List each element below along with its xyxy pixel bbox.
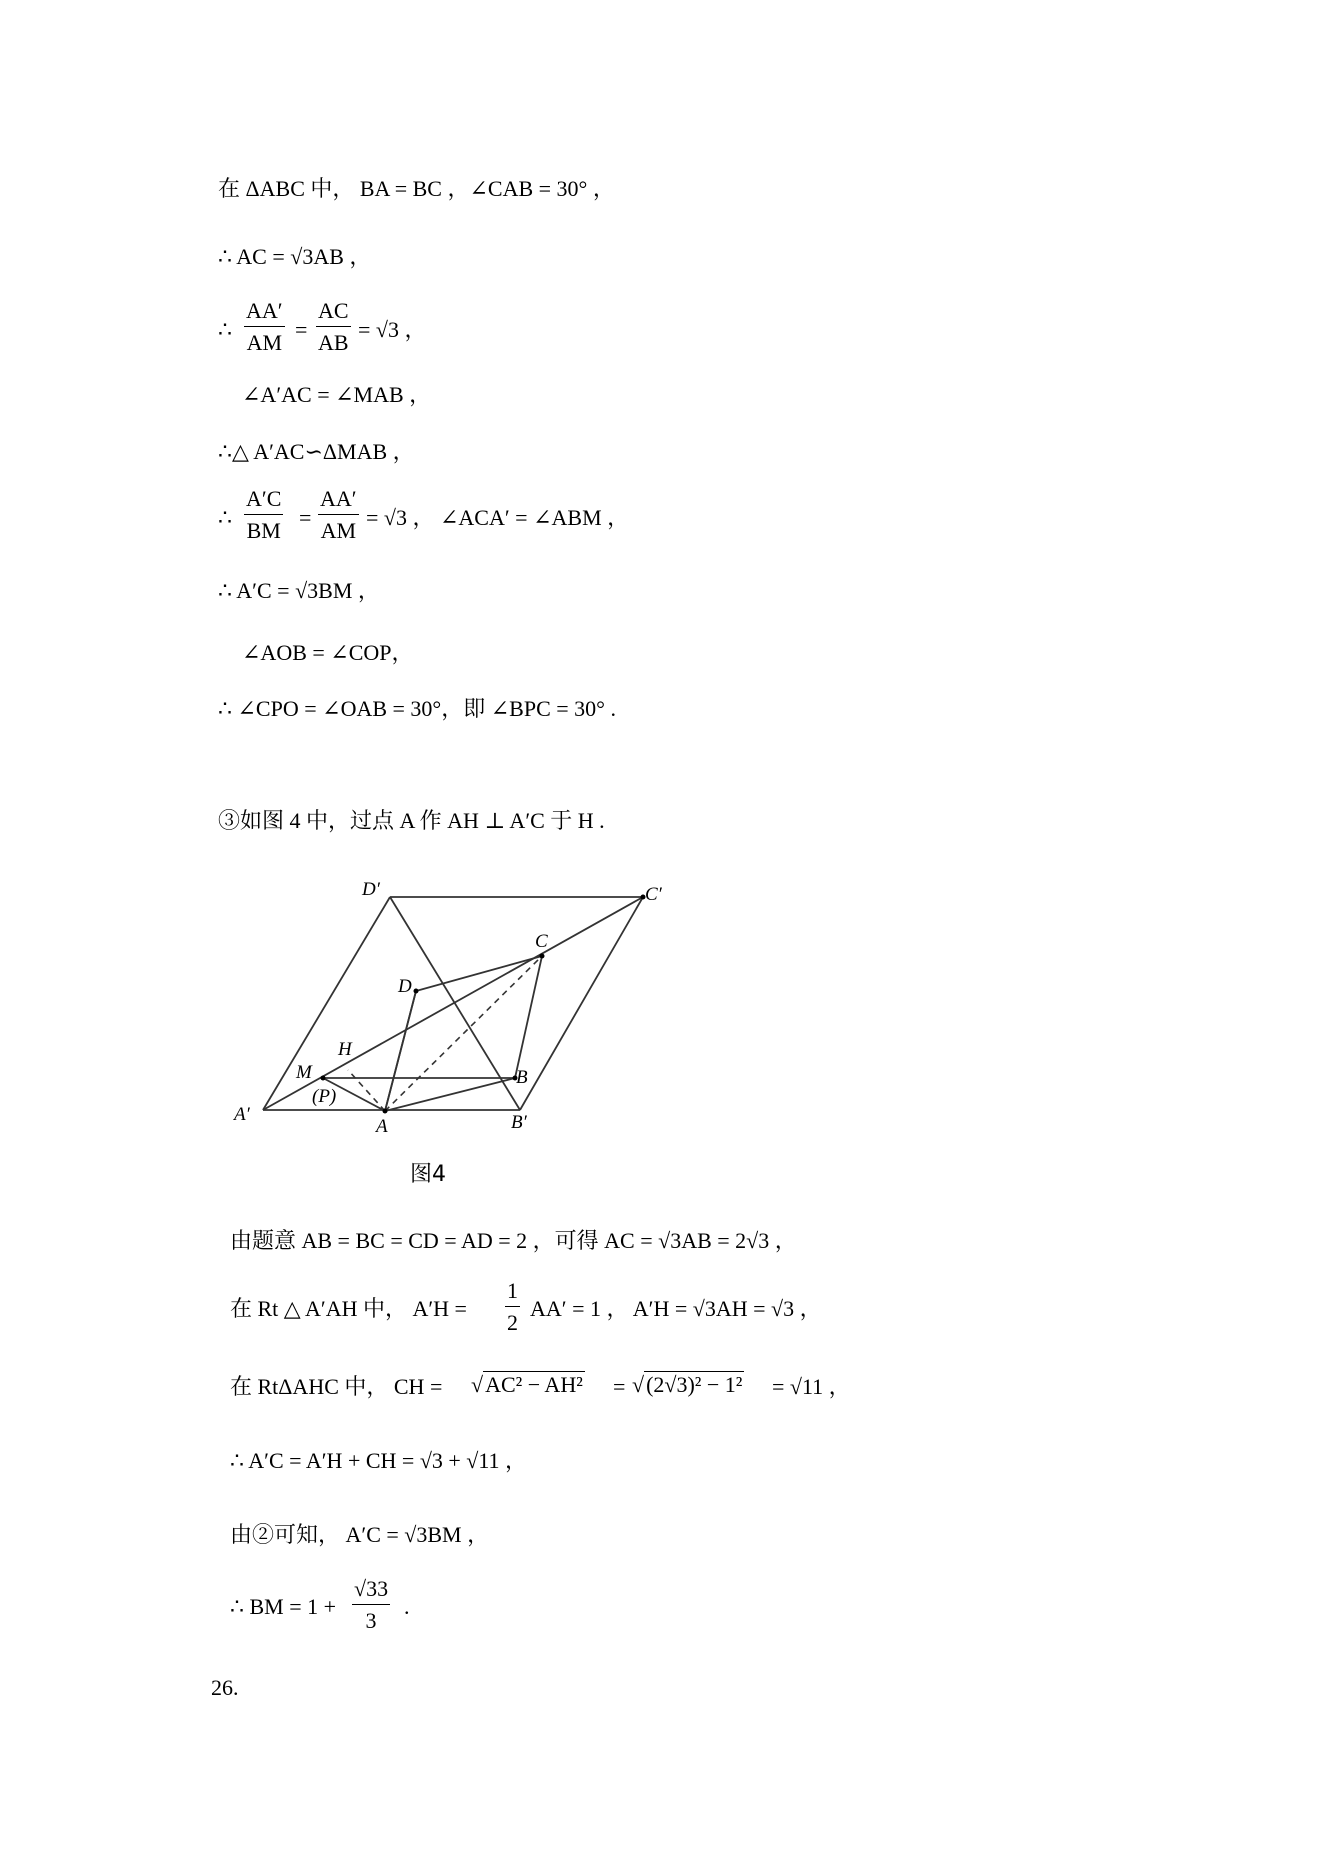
line-2: ∴ AC = √3AB ， [218,244,372,269]
label-b: B [516,1067,528,1088]
point-m [321,1076,326,1081]
line-15: 由②可知， A′C = √3BM ， [230,1522,490,1547]
label-ap: A′ [234,1104,250,1125]
fraction-denominator: 2 [507,1310,518,1335]
fraction-denominator: 3 [365,1608,377,1633]
fraction-denominator: BM [246,518,281,543]
fraction-numerator: √33 [352,1578,390,1605]
fraction-sqrt33-3 [352,1578,390,1632]
fraction-numerator: AA′ [244,300,285,327]
fraction-numerator: AA′ [318,488,359,515]
label-cp: C′ [645,884,662,905]
label-d: D [398,976,412,997]
fraction-ac-bm [244,488,283,542]
fraction-numerator: AC [316,300,351,327]
fraction-denominator: AM [246,330,283,355]
figure-caption: 图4 [410,1162,446,1187]
line-14: ∴ A′C = A′H + CH = √3 + √11 ， [230,1448,528,1473]
label-dp: D′ [362,879,380,900]
radicand: AC² − AH² [485,1372,583,1397]
line-13-a: 在 RtΔAHC 中， CH = [230,1374,443,1399]
line-13-eq: = [613,1374,626,1399]
line-3-prefix: ∴ [218,317,232,342]
equals-sign: = [295,317,308,342]
segment-a-b [385,1078,515,1111]
fraction-one-half [505,1280,520,1334]
fraction-aa-am [244,300,285,354]
label-h: H [338,1039,352,1060]
point-c [540,954,545,959]
fraction-denominator: AB [318,330,349,355]
line-6-prefix: ∴ [218,505,232,530]
label-a: A [376,1116,388,1137]
figure-4-diagram [220,870,690,1140]
point-a [383,1109,388,1114]
fraction-ac-ab [316,300,351,354]
line-16-b: . [404,1594,410,1619]
line-7: ∴ A′C = √3BM ， [218,578,380,603]
line-1: 在 ΔABC 中， BA = BC ，∠CAB = 30° ， [218,176,615,201]
fraction-numerator: A′C [244,488,283,515]
segment-bp-cp [520,897,643,1110]
radical-2sqrt3: √(2√3)² − 1² [632,1372,743,1397]
line-13-b: = √11 ， [772,1374,851,1399]
segment-a-d [385,991,416,1111]
line-4: ∠A′AC = ∠MAB ， [242,382,432,407]
line-3-tail: = √3 ， [358,317,427,342]
point-d [414,989,419,994]
radicand: (2√3)² − 1² [646,1372,743,1397]
label-c: C [535,931,548,952]
fraction-aa-am-2 [318,488,359,542]
line-10: ③如图 4 中，过点 A 作 AH ⊥ A′C 于 H . [218,808,605,833]
line-16-a: ∴ BM = 1 + [230,1594,337,1619]
fraction-numerator: 1 [505,1280,520,1307]
line-12-a: 在 Rt △ A′AH 中， A′H = [230,1296,467,1321]
segment-c-d [416,956,542,991]
dashed-a-h [348,1070,385,1111]
line-12-b: AA′ = 1 ， A′H = √3AH = √3 ， [530,1296,822,1321]
equals-sign: = [299,505,312,530]
line-11: 由题意 AB = BC = CD = AD = 2 ，可得 AC = √3AB = 2√3 ， [230,1228,797,1253]
question-number: 26. [211,1675,239,1700]
line-8: ∠AOB = ∠COP， [242,640,414,665]
radical-ac-ah: √AC² − AH² [471,1372,583,1397]
label-bp: B′ [511,1112,527,1133]
line-9: ∴ ∠CPO = ∠OAB = 30°，即 ∠BPC = 30° . [218,696,616,721]
line-6-tail: = √3 ， ∠ACA′ = ∠ABM ， [366,505,630,530]
line-5: ∴△ A′AC∽ΔMAB ， [218,439,415,464]
fraction-denominator: AM [320,518,357,543]
segment-b-c [515,956,542,1078]
label-m: M [296,1062,312,1083]
label-p: (P) [312,1086,337,1107]
